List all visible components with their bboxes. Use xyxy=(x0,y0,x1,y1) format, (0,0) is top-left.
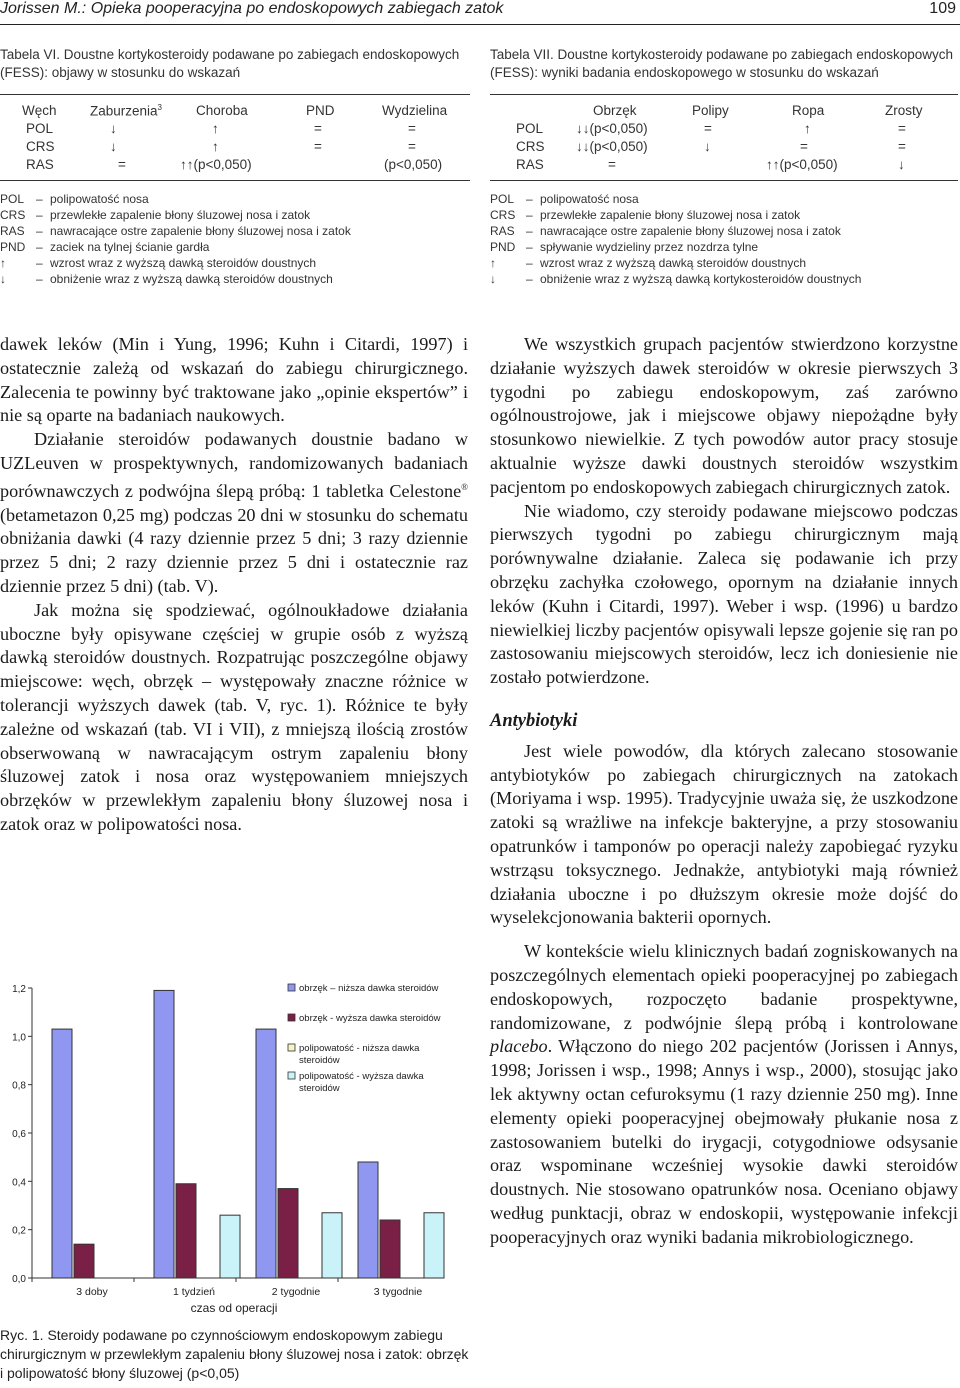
table6-header-wydzielina: Wydzielina xyxy=(382,103,448,118)
legend-entry: POL – polipowatość nosa xyxy=(0,192,149,206)
table7-header-zrosty: Zrosty xyxy=(885,103,923,118)
table6-caption: Tabela VI. Doustne kortykosteroidy podawane po zabiegach endoskopowych (FESS): objawy w stosunku do wskazań xyxy=(0,47,460,80)
left-column-text xyxy=(0,333,468,837)
table7-cell: = xyxy=(898,121,906,136)
legend-entry: CRS – przewlekłe zapalenie błony śluzowej nosa i zatok xyxy=(0,208,311,222)
table6-row-label: POL xyxy=(26,121,54,136)
paragraph: Nie wiadomo, czy steroidy podawane miejscowo podczas pierwszych tygodni po zabiegu chirurgicznym mają porównywalne działanie. Zaleca się podawanie ich przy obrzęku zachyłka czołowego, opornym na działanie innych leków (Kuhn i Citardi, 1997). Weber i wsp. (1996) u bardzo niewielkiej liczby pacjentów opisywali lepsze gojenie się ran po zastosowaniu miejscowych steroidów, lecz ich doniesienie nie zostało potwierdzone. xyxy=(490,500,958,688)
legend-entry: RAS – nawracające ostre zapalenie błony śluzowej nosa i zatok xyxy=(490,224,841,238)
table6-cell: = xyxy=(314,121,322,136)
right-column-text xyxy=(490,333,958,1249)
legend-entry: ↑ – wzrost wraz z wyższą dawką steroidów doustnych xyxy=(0,256,317,270)
x-tick-label: 3 doby xyxy=(76,1286,108,1298)
table7-header-ropa: Ropa xyxy=(792,103,825,118)
table6-cell: = xyxy=(118,157,126,172)
y-tick-label: 0,6 xyxy=(12,1129,26,1140)
table6-header-choroba: Choroba xyxy=(196,103,248,118)
bar xyxy=(278,1189,298,1278)
legend-entry: PND – spływanie wydzieliny przez nozdrza tylne xyxy=(490,240,759,254)
table7-row-label: POL xyxy=(516,121,544,136)
page-number: 109 xyxy=(929,0,956,17)
table6-cell: ↓ xyxy=(110,139,117,154)
table7-header-polipy: Polipy xyxy=(692,103,729,118)
bar xyxy=(380,1220,400,1278)
legend-entry: ↓ – obniżenie wraz z wyższą dawką kortykosteroidów doustnych xyxy=(490,272,862,286)
bar xyxy=(52,1029,72,1278)
table6-cell: = xyxy=(408,121,416,136)
legend-label: polipowatość - wyższa dawka xyxy=(299,1071,424,1082)
bar xyxy=(322,1213,342,1278)
legend-label: steroidów xyxy=(299,1083,340,1094)
table6-cell: = xyxy=(408,139,416,154)
legend-swatch xyxy=(288,1072,295,1079)
figure-caption: Ryc. 1. Steroidy podawane po czynnościowym endoskopowym zabiegu chirurgicznym w przewlekłym zapaleniu błony śluzowej nosa i zatok: obrzęk i polipowatość błony śluzowej (p<0,05) xyxy=(0,1327,469,1381)
table6-cell: = xyxy=(314,139,322,154)
table7-row-label: RAS xyxy=(516,157,544,172)
legend-label: steroidów xyxy=(299,1055,340,1066)
y-tick-label: 0,0 xyxy=(12,1274,26,1285)
table6-top-rule xyxy=(0,94,470,95)
bar xyxy=(176,1184,196,1278)
bar xyxy=(424,1213,444,1278)
table7-cell: = xyxy=(800,139,808,154)
table6-header-zaburzenia: Zaburzenia$^3$ xyxy=(90,103,162,119)
bar xyxy=(220,1215,240,1278)
table7-cell: = xyxy=(608,157,616,172)
legend-label: obrzęk – niższa dawka steroidów xyxy=(299,983,439,994)
table7-row-label: CRS xyxy=(516,139,545,154)
legend-entry: ↑ – wzrost wraz z wyższą dawką steroidów doustnych xyxy=(490,256,807,270)
table7-caption: Tabela VII. Doustne kortykosteroidy podawane po zabiegach endoskopowych (FESS): wyniki badania endoskopowego w stosunku do wskazań xyxy=(490,47,954,80)
y-tick-label: 0,2 xyxy=(12,1225,26,1237)
paragraph: We wszystkich grupach pacjentów stwierdzono korzystne działanie wyższych dawek steroidów w okresie pierwszych 3 tygodni po zabiegu endoskopowym, zaś zarówno ogólnoustrojowe, jak i miejscowe objawy niepożądne były stosunkowo niewielkie. Z tych powodów autor pracy stosuje aktualnie wyższe dawki doustnych steroidów wszystkim pacjentom po endoskopowych zabiegach chirurgicznych zatok. xyxy=(490,334,958,497)
table7-cell: ↑↑(p<0,050) xyxy=(766,157,838,172)
paragraph: W kontekście wielu klinicznych badań zogniskowanych na poszczególnych elementach opieki pooperacyjnej po zabiegach endoskopowych, rozpoczęto badanie prospektywne, randomizowane, z podwójnie ślepą próbą i kontrolowane placebo. Włączono do niego 202 pacjentów (Jorissen i Annys, 1998; Jorissen i wsp., 1998; Annys i wsp., 2000), stosując jako lek aktywny octan cefuroksymu (1 razy dziennie 250 mg). Inne elementy opieki pooperacyjnej obejmowały płukanie nosa z zastosowaniem butelki do irygacji, cotygodniowe odsysanie oraz wspominane wcześniej wysokie dawki steroidów doustnych. Nie stosowano opatrunków nosa. Oceniano objawy według punktacji, obraz w endoskopii, występowanie infekcji pooperacyjnych oraz wyniki badania mikrobiologicznego. xyxy=(490,941,958,1247)
section-heading: Antybiotyki xyxy=(490,710,578,731)
x-axis-label: czas od operacji xyxy=(190,1301,278,1315)
bar xyxy=(154,990,174,1278)
table6-cell: ↑ xyxy=(212,121,219,136)
table6-bottom-rule xyxy=(0,180,470,181)
table7-cell: ↓↓(p<0,050) xyxy=(576,121,648,136)
bar xyxy=(358,1162,378,1278)
paragraph: Działanie steroidów podawanych doustnie badano w UZLeuven w prospektywnych, randomizowanych badaniach porównawczych z podwójna ślepą próbą: 1 tabletka Celestone® (betametazon 0,25 mg) podczas 20 dni w stosunku do schematu obniżania dawki (4 razy dziennie przez 5 dni; 3 razy dziennie przez 5 dni; 2 razy dziennie przez 5 dni i ostatecznie raz dziennie przez 5 dni) (tab. V). xyxy=(0,429,468,597)
table6-cell: ↑ xyxy=(212,139,219,154)
table7-cell: ↑ xyxy=(804,121,811,136)
table7-cell: ↓ xyxy=(704,139,711,154)
table7-bottom-rule xyxy=(490,180,958,181)
legend-entry: ↓ – obniżenie wraz z wyższą dawką steroidów doustnych xyxy=(0,272,333,286)
legend-swatch xyxy=(288,1014,295,1021)
running-header xyxy=(0,0,960,25)
legend-swatch xyxy=(288,1044,295,1051)
legend-entry: CRS – przewlekłe zapalenie błony śluzowej nosa i zatok xyxy=(490,208,801,222)
table6-cell: ↑↑(p<0,050) xyxy=(180,157,252,172)
bar xyxy=(256,1029,276,1278)
table6-row-label: CRS xyxy=(26,139,55,154)
legend-label: obrzęk - wyższa dawka steroidów xyxy=(299,1013,441,1024)
paragraph: Jak można się spodziewać, ogólnoukładowe działania uboczne były opisywane częściej w grupie osób z wyższą dawką steroidów doustnych. Rozpatrując poszczególne objawy miejscowe: węch, obrzęk – występowały znaczne różnice w tolerancji wyższych dawek (tab. V, ryc. 1). Różnice te były zależne od wskazań (tab. VI i VII), z mniejszą ilością zrostów obserwowaną w nawracającym ostrym zapaleniu błony śluzowej zatok i nosa oraz występowaniem mniejszych obrzęków w przewlekłym zapaleniu błony śluzowej nosa i zatok oraz w polipowatości nosa. xyxy=(0,599,468,834)
bar xyxy=(74,1244,94,1278)
table7-top-rule xyxy=(490,94,958,95)
table7-cell: = xyxy=(898,139,906,154)
legend-entry: PND – zaciek na tylnej ścianie gardła xyxy=(0,240,210,254)
table7-cell: ↓↓(p<0,050) xyxy=(576,139,648,154)
y-tick-label: 1,2 xyxy=(12,984,26,995)
table6-row-label: RAS xyxy=(26,157,54,172)
legend-entry: POL – polipowatość nosa xyxy=(490,192,639,206)
legend-label: polipowatość - niższa dawka xyxy=(299,1043,420,1054)
table7-cell: = xyxy=(704,121,712,136)
table7-header-obrzek: Obrzęk xyxy=(593,103,637,118)
legend-entry: RAS – nawracające ostre zapalenie błony śluzowej nosa i zatok xyxy=(0,224,351,238)
x-tick-label: 2 tygodnie xyxy=(271,1286,321,1298)
x-tick-label: 3 tygodnie xyxy=(373,1286,423,1298)
y-tick-label: 0,8 xyxy=(12,1080,26,1092)
legend-swatch xyxy=(288,984,295,991)
table7-cell: ↓ xyxy=(898,157,905,172)
table6-header-wech: Węch xyxy=(22,103,57,118)
paragraph: dawek leków (Min i Yung, 1996; Kuhn i Citardi, 1997) i ostatecznie zależą od wskazań do zabiegu chirurgicznego. Zalecenia te powinny być traktowane jako „opinie ekspertów” i nie są oparte na badaniach naukowych. xyxy=(0,334,468,426)
running-header-title: Jorissen M.: Opieka pooperacyjna po endoskopowych zabiegach zatok xyxy=(0,0,504,17)
table6-cell: (p<0,050) xyxy=(384,157,443,172)
table6-header-pnd: PND xyxy=(306,103,335,118)
x-tick-label: 1 tydzień xyxy=(172,1286,216,1298)
y-tick-label: 1,0 xyxy=(12,1032,26,1044)
steroid-bar-chart xyxy=(0,952,470,1322)
y-tick-label: 0,4 xyxy=(12,1177,26,1189)
paragraph: Jest wiele powodów, dla których zalecano stosowanie antybiotyków po zabiegach chirurgicznych na zatokach (Moriyama i wsp. 1995). Tradycyjnie uważa się, że uszkodzone zatoki są wrażliwe na infekcje bakteryjne, a przy stosowaniu opatrunków i tamponów po operacji należy zapobiegać ryzyku wstrząsu toksycznego. Jednakże, antybiotyki mają również działania uboczne i po dłuższym okresie może dojść do wyselekcjonowania bakterii opornych. xyxy=(490,740,958,928)
table6-cell: ↓ xyxy=(110,121,117,136)
